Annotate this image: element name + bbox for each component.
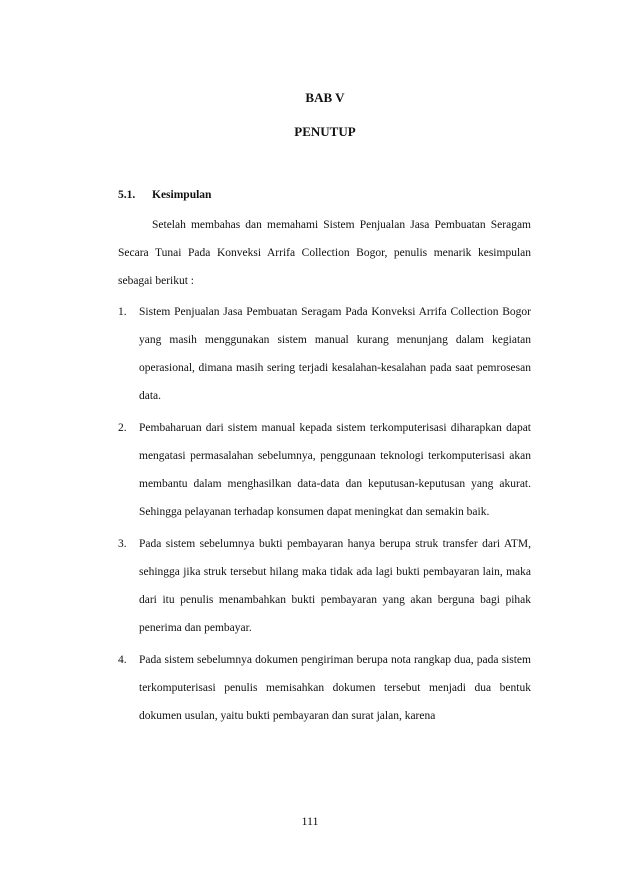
section-title: Kesimpulan — [152, 189, 212, 201]
section-number: 5.1. — [118, 189, 136, 201]
list-item-number: 3. — [118, 538, 127, 550]
list-item-text: Sistem Penjualan Jasa Pembuatan Seragam Pada Konveksi Arrifa Collection Bogor yang masih menggunakan sistem manual kurang menunjang dalam kegiatan operasional, dimana masih sering terjadi kesalahan-kesalahan pada saat pemrosesan data. — [139, 306, 531, 402]
intro-paragraph: Setelah membahas dan memahami Sistem Penjualan Jasa Pembuatan Seragam Secara Tunai Pada Konveksi Arrifa Collection Bogor, penulis menarik kesimpulan sebagai berikut : — [118, 219, 531, 287]
list-item-text: Pembaharuan dari sistem manual kepada sistem terkomputerisasi diharapkan dapat mengatasi permasalahan sebelumnya, penggunaan teknologi terkomputerisasi akan membantu dalam menghasilkan data-data dan keputusan-keputusan yang akurat. Sehingga pelayanan terhadap konsumen dapat meningkat dan semakin baik. — [139, 422, 531, 518]
list-item — [118, 298, 531, 410]
section-heading — [118, 189, 211, 201]
list-item-number: 4. — [118, 654, 127, 666]
conclusion-list — [118, 298, 531, 734]
list-item-number: 2. — [118, 422, 127, 434]
list-item-number: 1. — [118, 306, 127, 318]
list-item-text: Pada sistem sebelumnya bukti pembayaran hanya berupa struk transfer dari ATM, sehingga jika struk tersebut hilang maka tidak ada lagi bukti pembayaran lain, maka dari itu penulis menambahkan bukti pembayaran yang akan berguna bagi pihak penerima dan pembayar. — [139, 538, 531, 634]
page-number: 111 — [301, 814, 319, 828]
list-item — [118, 530, 531, 642]
chapter-heading: BAB V — [305, 90, 345, 105]
list-item — [118, 414, 531, 526]
list-item-text: Pada sistem sebelumnya dokumen pengiriman berupa nota rangkap dua, pada sistem terkomputerisasi penulis memisahkan dokumen tersebut menjadi dua bentuk dokumen usulan, yaitu bukti pembayaran dan surat jalan, karena — [139, 654, 531, 722]
list-item — [118, 646, 531, 730]
chapter-title: PENUTUP — [294, 124, 356, 139]
